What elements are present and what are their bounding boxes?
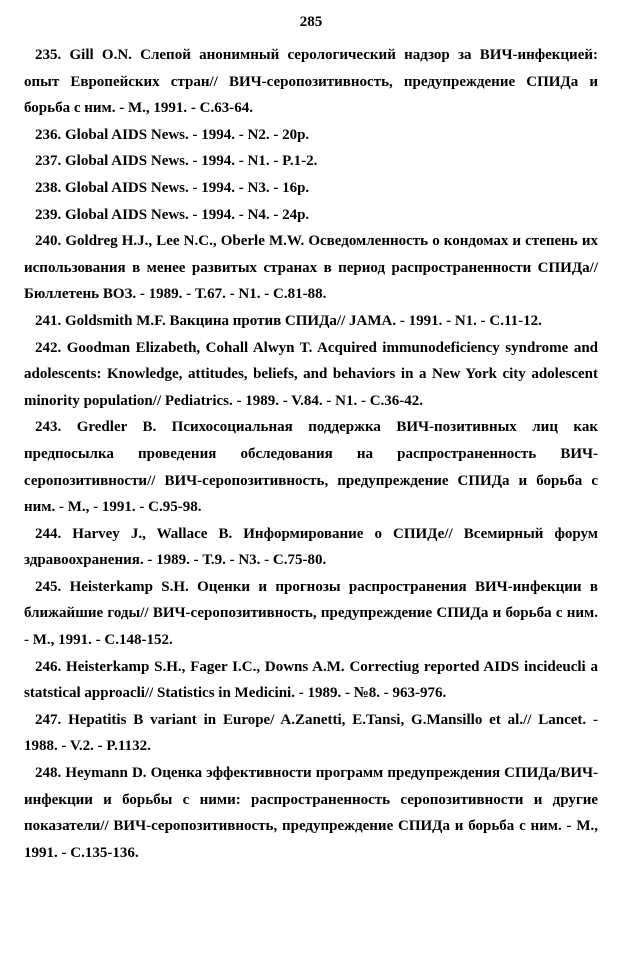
reference-item [24, 175, 598, 202]
reference-text: Goldreg H.J., Lee N.C., Oberle M.W. Осведомленность о кондомах и степень их использования в менее развитых странах в период распространенности СПИДа// Бюллетень ВОЗ. - 1989. - Т.67. - N1. - С.81-88. [24, 233, 598, 303]
reference-text: Global AIDS News. - 1994. - N2. - 20p. [65, 126, 310, 143]
reference-number: 236. [35, 126, 62, 143]
reference-item [24, 414, 598, 520]
reference-text: Global AIDS News. - 1994. - N1. - P.1-2. [65, 153, 318, 170]
reference-text: Goodman Elizabeth, Cohall Alwyn T. Acquired immunodeficiency syndrome and adolescents: Knowledge, attitudes, beliefs, and behaviors in a New York city adolescent minority population// Pediatrics. - 1989. - V.84. - N1. - С.36-42. [24, 339, 599, 409]
reference-number: 238. [35, 179, 62, 196]
reference-number: 247. [35, 711, 62, 728]
reference-item [24, 202, 598, 229]
reference-text: Gredler B. Психосоциальная поддержка ВИЧ-позитивных лиц как предпосылка проведения обследования на распространенность ВИЧ-серопозитивности// ВИЧ-серопозитивность, предупреждение СПИДа и борьба с ним. - М., - 1991. - С.95-98. [24, 419, 598, 516]
reference-number: 245. [35, 578, 62, 595]
reference-text: Heisterkamp S.H., Fager I.C., Downs A.M. Correctiug reported AIDS incideucli a statstical approacli// Statistics in Medicini. - 1989. - №8. - 963-976. [24, 658, 599, 702]
reference-text: Gill O.N. Слепой анонимный серологический надзор за ВИЧ-инфекцией: опыт Европейских стран// ВИЧ-серопозитивность, предупреждение СПИДа и борьба с ним. - М., 1991. - С.63-64. [24, 47, 598, 117]
reference-number: 241. [35, 312, 62, 329]
reference-item [24, 42, 598, 122]
reference-item [24, 122, 598, 149]
reference-item [24, 707, 598, 760]
reference-item [24, 521, 598, 574]
reference-text: Heisterkamp S.H. Оценки и прогнозы распространения ВИЧ-инфекции в ближайшие годы// ВИЧ-серопозитивность, предупреждение СПИДа и борьба с ним. - М., 1991. - С.148-152. [24, 578, 599, 649]
reference-number: 248. [35, 765, 62, 782]
reference-number: 240. [35, 233, 62, 250]
reference-text: Harvey J., Wallace B. Информирование о СПИДе// Всемирный форум здравоохранения. - 1989. - Т.9. - N3. - С.75-80. [24, 525, 599, 569]
reference-text: Goldsmith M.F. Вакцина против СПИДа// JAMA. - 1991. - N1. - С.11-12. [65, 312, 542, 329]
reference-number: 235. [35, 47, 62, 63]
reference-text: Heymann D. Оценка эффективности программ предупреждения СПИДа/ВИЧ-инфекции и борьбы с ними: распространенность серопозитивности и другие показатели// ВИЧ-серопозитивность, предупреждение СПИДа и борьба с ним. - М., 1991. - С.135-136. [24, 765, 598, 861]
reference-number: 243. [35, 419, 62, 436]
reference-item [24, 228, 598, 308]
reference-number: 244. [35, 525, 62, 542]
reference-item [24, 654, 598, 707]
page-number: 285 [299, 14, 323, 30]
reference-number: 242. [35, 339, 62, 356]
reference-item [24, 148, 598, 175]
reference-number: 239. [35, 206, 62, 223]
reference-list [24, 42, 598, 866]
reference-item [24, 760, 598, 866]
reference-number: 237. [35, 153, 62, 170]
reference-text: Hepatitis B variant in Europe/ A.Zanetti, E.Tansi, G.Mansillo et al.// Lancet. - 1988. - V.2. - P.1132. [24, 711, 598, 755]
reference-item [24, 335, 598, 415]
reference-item [24, 574, 598, 654]
reference-text: Global AIDS News. - 1994. - N4. - 24p. [65, 206, 310, 223]
reference-number: 246. [35, 658, 62, 675]
reference-item [24, 308, 598, 335]
reference-text: Global AIDS News. - 1994. - N3. - 16p. [65, 179, 310, 196]
